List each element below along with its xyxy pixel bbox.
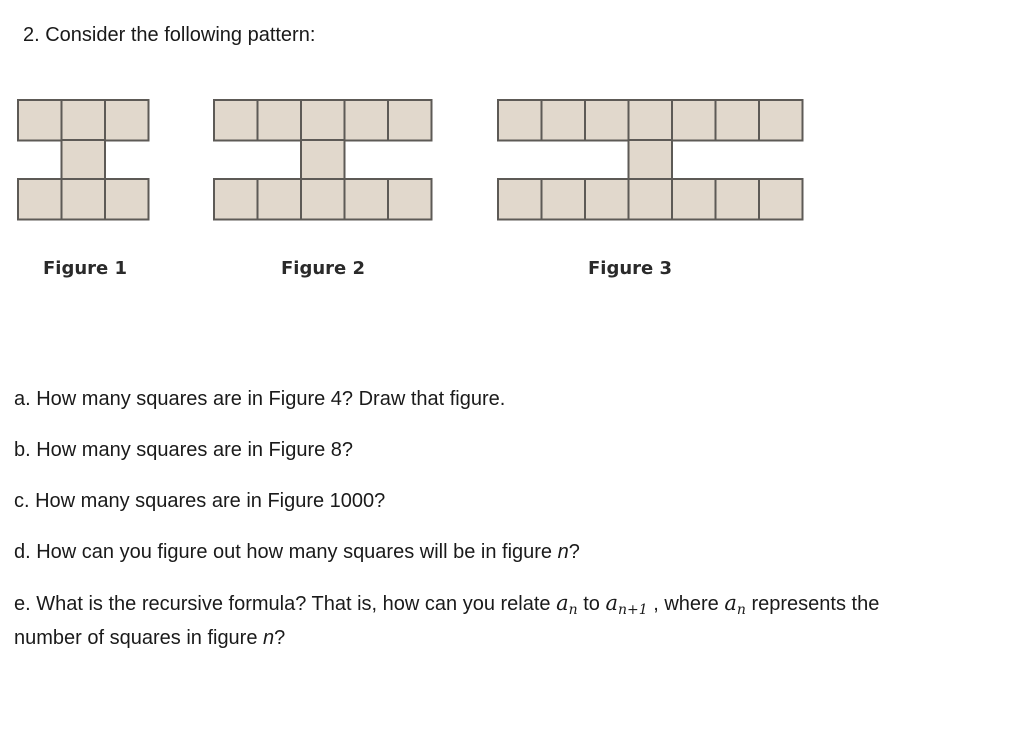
top-row-square: [672, 100, 716, 141]
question-d-variable: n: [557, 541, 569, 563]
a-n-base: a: [556, 591, 569, 615]
top-row-square: [18, 100, 62, 141]
top-row-square: [301, 100, 345, 141]
question-e-text-3: represents the: [745, 593, 880, 615]
top-row-square: [759, 100, 803, 141]
top-row-square: [716, 100, 760, 141]
problem-heading: 2. Consider the following pattern:: [23, 24, 316, 46]
middle-square: [301, 140, 345, 181]
figure-1-drawing: [17, 99, 153, 219]
bottom-row-square: [542, 179, 586, 220]
top-row-square: [629, 100, 673, 141]
question-e-variable: n: [263, 627, 275, 649]
top-row-square: [62, 100, 106, 141]
figure-2-label: Figure 2: [281, 258, 366, 279]
bottom-row-square: [498, 179, 542, 220]
bottom-row-square: [345, 179, 389, 220]
figure-2-drawing: [213, 99, 435, 219]
bottom-row-square: [18, 179, 62, 220]
top-row-square: [388, 100, 432, 141]
bottom-row-square: [759, 179, 803, 220]
question-a: a. How many squares are in Figure 4? Draw that figure.: [14, 388, 506, 410]
bottom-row-square: [585, 179, 629, 220]
bottom-row-square: [105, 179, 149, 220]
bottom-row-square: [214, 179, 258, 220]
question-d: [14, 535, 580, 569]
bottom-row-square: [62, 179, 106, 220]
a-n-plus-1-subscript: n+1: [618, 602, 648, 618]
top-row-square: [105, 100, 149, 141]
top-row-square: [258, 100, 302, 141]
question-e-text-1: e. What is the recursive formula? That is, how can you relate: [14, 593, 557, 615]
top-row-square: [214, 100, 258, 141]
a-n-term: [556, 591, 578, 618]
question-e-line-2-text: number of squares in figure: [14, 627, 264, 649]
top-row-square: [498, 100, 542, 141]
a-n-subscript-2: n: [736, 602, 746, 618]
figure-3-drawing: [497, 99, 805, 219]
question-c: c. How many squares are in Figure 1000?: [14, 490, 386, 512]
bottom-row-square: [388, 179, 432, 220]
question-e-text-2: , where: [647, 593, 725, 615]
a-n-plus-1-base: a: [605, 591, 618, 615]
bottom-row-square: [258, 179, 302, 220]
question-d-text: d. How can you figure out how many squares will be in figure: [14, 541, 558, 563]
question-e-to: to: [577, 593, 606, 615]
bottom-row-square: [301, 179, 345, 220]
a-n-plus-1-term: [605, 591, 648, 618]
bottom-row-square: [629, 179, 673, 220]
a-n-base-2: a: [724, 591, 737, 615]
figure-3-label: Figure 3: [588, 258, 673, 279]
question-e: [14, 586, 1014, 655]
a-n-subscript: n: [568, 602, 578, 618]
figure-1-label: Figure 1: [43, 258, 128, 279]
question-d-end: ?: [568, 541, 580, 563]
top-row-square: [542, 100, 586, 141]
question-e-line-2: [14, 621, 1014, 655]
bottom-row-square: [716, 179, 760, 220]
middle-square: [629, 140, 673, 181]
question-e-line-1: [14, 586, 1014, 621]
middle-square: [62, 140, 106, 181]
top-row-square: [345, 100, 389, 141]
question-b: b. How many squares are in Figure 8?: [14, 439, 354, 461]
bottom-row-square: [672, 179, 716, 220]
top-row-square: [585, 100, 629, 141]
question-e-line-2-end: ?: [274, 627, 286, 649]
a-n-term-2: [724, 591, 746, 618]
